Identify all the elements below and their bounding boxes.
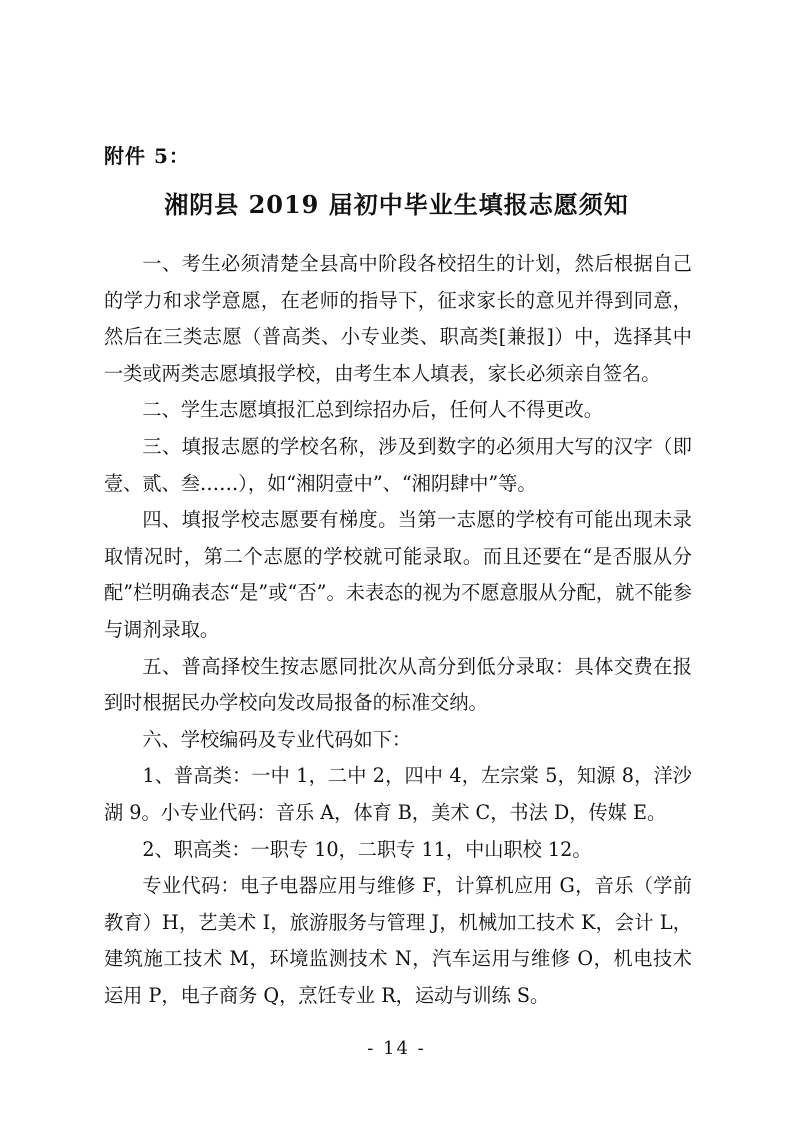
page-number: - 14 - [367, 1038, 426, 1059]
document-body [104, 246, 692, 1014]
paragraph-9: 专业代码：电子电器应用与维修 F，计算机应用 G，音乐（学前教育）H，艺美术 I，旅游服务与管理 J，机械加工技术 K，会计 L，建筑施工技术 M，环境监测技术 N，汽车运用与维修 O，机电技术运用 P，电子商务 Q，烹饪专业 R，运动与训练 S。 [104, 874, 692, 1007]
paragraph-3: 三、填报志愿的学校名称，涉及到数字的必须用大写的汉字（即壹、贰、叁……），如“湘阴壹中”、“湘阴肆中”等。 [104, 434, 692, 495]
paragraph-6: 六、学校编码及专业代码如下： [142, 727, 412, 751]
paragraph-5: 五、普高择校生按志愿同批次从高分到低分录取：具体交费在报到时根据民办学校向发改局报备的标准交纳。 [104, 654, 692, 715]
paragraph-4: 四、填报学校志愿要有梯度。当第一志愿的学校有可能出现未录取情况时，第二个志愿的学校就可能录取。而且还要在“是否服从分配”栏明确表态“是”或“否”。未表态的视为不愿意服从分配，就不能参与调剂录取。 [104, 508, 692, 641]
paragraph-8: 2、职高类：一职专 10，二职专 11，中山职校 12。 [142, 837, 592, 861]
paragraph-1: 一、考生必须清楚全县高中阶段各校招生的计划，然后根据自己的学力和求学意愿，在老师的指导下，征求家长的意见并得到同意，然后在三类志愿（普高类、小专业类、职高类[兼报]）中，选择其中一类或两类志愿填报学校，由考生本人填表，家长必须亲自签名。 [104, 252, 692, 385]
paragraph-2: 二、学生志愿填报汇总到综招办后，任何人不得更改。 [142, 398, 603, 422]
document-title: 湘阴县 2019 届初中毕业生填报志愿须知 [164, 190, 629, 219]
attachment-label: 附件 5： [104, 144, 190, 168]
paragraph-7: 1、普高类：一中 1，二中 2，四中 4，左宗棠 5，知源 8，洋沙湖 9。小专业代码：音乐 A，体育 B，美术 C，书法 D，传媒 E。 [104, 764, 692, 824]
